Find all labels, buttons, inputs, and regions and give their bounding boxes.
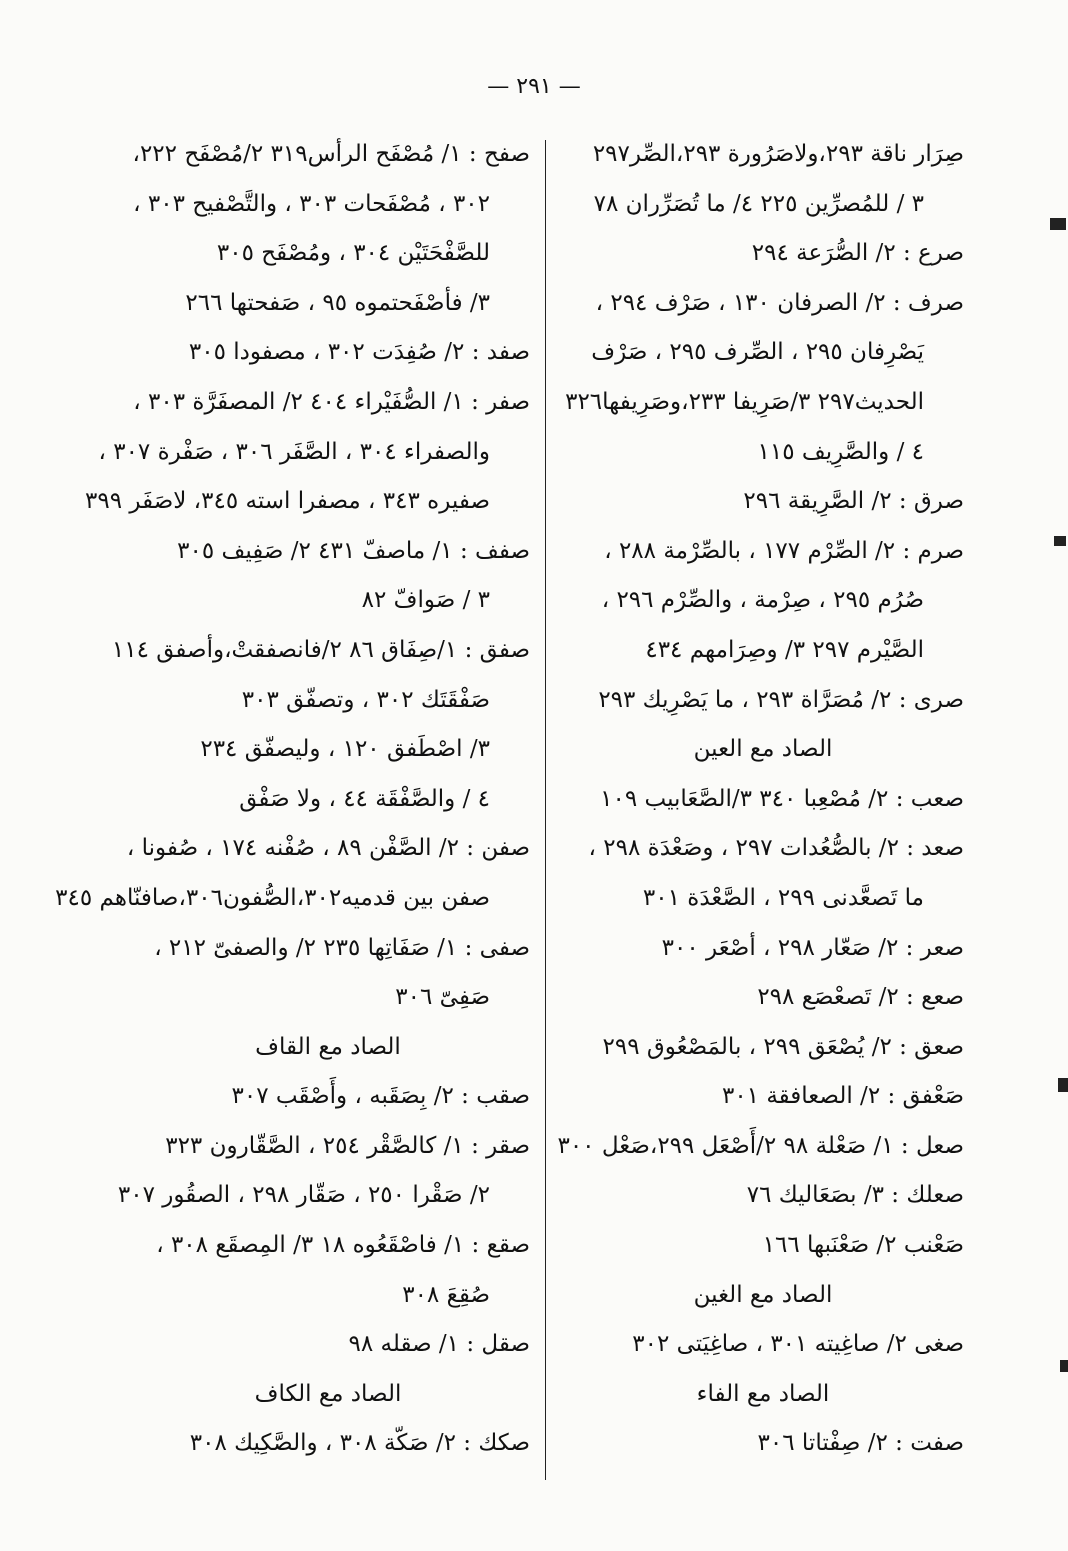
margin-mark — [1060, 1360, 1068, 1372]
index-entry-line: صكك : ٢/ صَكّة ٣٠٨ ، والصَّكِيك ٣٠٨ — [189, 1430, 530, 1457]
index-entry-line: صفن بين قدميه٣٠٢،الصُّفون٣٠٦،صافنّاهم ٣٤٥ — [55, 884, 490, 911]
index-entry-line: صرف : ٢/ الصرفان ١٣٠ ، صَرْف ٢٩٤ ، — [595, 289, 964, 316]
right-column — [557, 130, 964, 1469]
index-entry-line: صرع : ٢/ الصُّرَعة ٢٩٤ — [751, 240, 964, 267]
index-entry-line: صقر : ١/ كالصَّقْر ٢٥٤ ، الصَّقّارون ٣٢٣ — [165, 1132, 530, 1159]
index-entry-line: صُقِعَ ٣٠٨ — [402, 1281, 490, 1308]
index-entry-line: صعع : ٢/ تَصعْصَع ٢٩٨ — [757, 984, 964, 1011]
index-entry-line: يَصْرِفان ٢٩٥ ، الصِّرف ٢٩٥ ، صَرْف — [591, 339, 924, 366]
index-entry-line: صفح : ١/ مُصْفَح الرأس٣١٩ ٢/مُصْفَح ٢٢٢، — [132, 141, 530, 167]
index-entry-line: ما تَصعَّدنى ٢٩٩ ، الصَّعْدَة ٣٠١ — [642, 884, 924, 911]
index-entry-line: صفف : ١/ ماصفّ ٤٣١ ٢/ صَفِيف ٣٠٥ — [177, 537, 530, 564]
index-entry-line: صقب : ٢/ بِصَقَبه ، وأَصْقَب ٣٠٧ — [231, 1083, 530, 1110]
section-heading: الصاد مع القاف — [255, 1033, 401, 1060]
index-entry-line: صَفْقَتَك ٣٠٢ ، وتصفّق ٣٠٣ — [241, 686, 490, 713]
left-column — [55, 130, 530, 1469]
index-entry-line: صعب : ٢/ مُصْعِبا ٣٤٠ ٣/الصَّعَابيب ١٠٩ — [600, 785, 964, 812]
margin-mark — [1050, 218, 1066, 230]
index-entry-line: الحديث٢٩٧ ٣/صَرِيفا ٢٣٣،وصَرِيفها٣٢٦ — [565, 388, 924, 415]
index-entry-line: ٣/ فأصْفَحتموه ٩٥ ، صَفحتها ٢٦٦ — [185, 289, 490, 316]
index-entry-line: صعل : ١/ صَعْلة ٩٨ ٢/أَصْعَل ٢٩٩،صَعْل ٣٠٠ — [557, 1132, 964, 1159]
index-entry-line: صعلك : ٣/ بصَعَاليك ٧٦ — [746, 1182, 964, 1209]
index-entry-line: ٣ / صَوافّ ٨٢ — [361, 587, 490, 614]
index-entry-line: صَفِىّ ٣٠٦ — [395, 984, 490, 1011]
index-entry-line: صفر : ١/ الصُّفَيْراء ٤٠٤ ٢/ المصفَرَّة ٣٠٣ ، — [133, 388, 530, 415]
index-entry-line: صَعْفق : ٢/ الصعافقة ٣٠١ — [721, 1083, 964, 1110]
margin-mark — [1054, 536, 1066, 546]
index-entry-line: صعق : ٢/ يُصْعَق ٢٩٩ ، بالمَصْعُوق ٢٩٩ — [602, 1033, 964, 1060]
index-entry-line: صفت : ٢/ صِفْتاتا ٣٠٦ — [757, 1430, 964, 1457]
index-entry-line: صعر : ٢/ صَعّار ٢٩٨ ، أصْعَر ٣٠٠ — [661, 934, 964, 961]
page-number: — ٢٩١ — — [487, 74, 581, 99]
index-entry-line: ٤ / والصَّفْقَة ٤٤ ، ولا صَفْق — [239, 785, 490, 812]
index-entry-line: صعد : ٢/ بالصُّعُدات ٢٩٧ ، وصَعْدَة ٢٩٨ ، — [588, 835, 964, 862]
section-heading: الصاد مع الغين — [693, 1281, 833, 1308]
index-entry-line: صرى : ٢/ مُصَرَّاة ٢٩٣ ، ما يَصْرِيك ٢٩٣ — [598, 686, 964, 713]
index-entry-line: صرم : ٢/ الصِّرْم ١٧٧ ، بالصِّرْمة ٢٨٨ ، — [604, 537, 964, 564]
index-entry-line: صفى : ١/ صَفَاتِها ٢٣٥ ٢/ والصفىّ ٢١٢ ، — [154, 934, 530, 961]
column-divider — [545, 140, 546, 1480]
index-entry-line: صَعْنب ٢/ صَعْنَبها ١٦٦ — [762, 1232, 964, 1259]
index-entry-line: صفن : ٢/ الصَّفْن ٨٩ ، صُفْنه ١٧٤ ، صُفونا ، — [126, 835, 530, 862]
index-entry-line: صُرُم ٢٩٥ ، صِرْمة ، والصِّرْم ٢٩٦ ، — [601, 587, 924, 614]
index-entry-line: ٤ / والصَّرِيف ١١٥ — [757, 438, 924, 465]
index-entry-line: ٢/ صَقْرا ٢٥٠ ، صَقّار ٢٩٨ ، الصقُور ٣٠٧ — [117, 1182, 490, 1209]
index-entry-line: صفق : ١/صِفَاق ٨٦ ٢/فانصفقتْ،وأصفق ١١٤ — [111, 636, 530, 663]
index-entry-line: ٣ / للمُصرِّين ٢٢٥ ٤/ ما تُصَرِّران ٧٨ — [593, 190, 924, 217]
index-entry-line: ٣٠٢ ، مُصْفَحات ٣٠٣ ، والتَّصْفيح ٣٠٣ ، — [133, 190, 490, 217]
section-heading: الصاد مع الفاء — [696, 1380, 830, 1407]
section-heading: الصاد مع الكاف — [254, 1380, 402, 1407]
index-entry-line: صرق : ٢/ الصَّرِيقة ٢٩٦ — [743, 488, 964, 515]
index-entry-line: للصَّفْحَتَيْن ٣٠٤ ، ومُصْفَح ٣٠٥ — [216, 240, 490, 267]
index-entry-line: صفيره ٣٤٣ ، مصفرا استه ٣٤٥، لاصَفَر ٣٩٩ — [85, 488, 490, 515]
index-entry-line: ٣/ اصْطَفق ١٢٠ ، وليصفّق ٢٣٤ — [200, 736, 490, 763]
index-entry-line: الصَّيْرم ٢٩٧ ٣/ وصِرَامهم ٤٣٤ — [645, 636, 924, 663]
index-entry-line: والصفراء ٣٠٤ ، الصَّفَر ٣٠٦ ، صَفْرة ٣٠٧ ، — [98, 438, 490, 465]
index-entry-line: صِرَار ناقة ٢٩٣،ولاصَرُورة ٢٩٣،الصِّر٢٩٧ — [592, 141, 964, 167]
index-entry-line: صغى ٢/ صاغِيته ٣٠١ ، صاغِيَتى ٣٠٢ — [632, 1331, 964, 1358]
index-entry-line: صفد : ٢/ صُفِدَت ٣٠٢ ، مصفودا ٣٠٥ — [188, 339, 530, 366]
margin-mark — [1058, 1078, 1068, 1092]
index-entry-line: صقع : ١/ فاصْقَعُوه ١٨ ٣/ المِصقَع ٣٠٨ ، — [156, 1232, 530, 1259]
index-entry-line: صقل : ١/ صقله ٩٨ — [348, 1331, 530, 1358]
section-heading: الصاد مع العين — [693, 736, 833, 763]
